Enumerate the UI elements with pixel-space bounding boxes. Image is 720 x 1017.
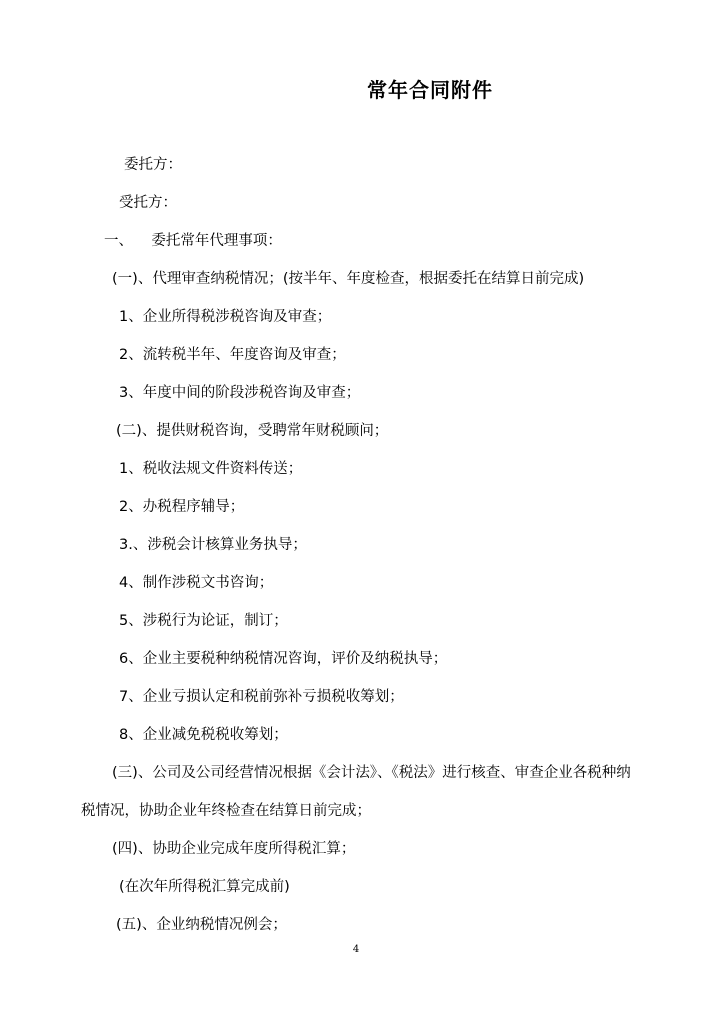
client-party-line: 委托方： xyxy=(124,157,182,173)
clause-line: 5、涉税行为论证，制订； xyxy=(119,613,288,629)
section-heading: 一、 委托常年代理事项： xyxy=(104,233,282,249)
clause-line: 1、企业所得税涉税咨询及审查； xyxy=(119,309,332,325)
agent-party-line: 受托方： xyxy=(119,195,177,211)
clause-line: 2、办税程序辅导； xyxy=(119,499,245,515)
clause-line: 2、流转税半年、年度咨询及审查； xyxy=(119,347,346,363)
clause-line: (三)、公司及公司经营情况根据《会计法》、《税法》进行核查、审查企业各税种纳 xyxy=(112,765,631,781)
page-number: 4 xyxy=(352,944,360,955)
clause-line: 1、税收法规文件资料传送； xyxy=(119,461,303,477)
clause-line: 3、年度中间的阶段涉税咨询及审查； xyxy=(119,385,361,401)
clause-line: 税情况，协助企业年终检查在结算日前完成； xyxy=(81,803,371,819)
clause-line: (二)、提供财税咨询，受聘常年财税顾问； xyxy=(116,423,389,439)
document-title: 常年合同附件 xyxy=(367,78,493,102)
clause-line: 4、制作涉税文书咨询； xyxy=(119,575,274,591)
clause-line: (四)、协助企业完成年度所得税汇算； xyxy=(112,841,356,857)
clause-line: 7、企业亏损认定和税前弥补亏损税收筹划； xyxy=(119,689,404,705)
clause-line: (在次年所得税汇算完成前) xyxy=(119,879,290,895)
clause-line: 3.、涉税会计核算业务执导； xyxy=(119,537,307,553)
clause-line: (一)、代理审查纳税情况；(按半年、年度检查，根据委托在结算日前完成) xyxy=(112,271,585,287)
clause-line: 8、企业减免税税收筹划； xyxy=(119,727,288,743)
clause-line: 6、企业主要税种纳税情况咨询，评价及纳税执导； xyxy=(119,651,448,667)
clause-line: (五)、企业纳税情况例会； xyxy=(116,917,287,933)
